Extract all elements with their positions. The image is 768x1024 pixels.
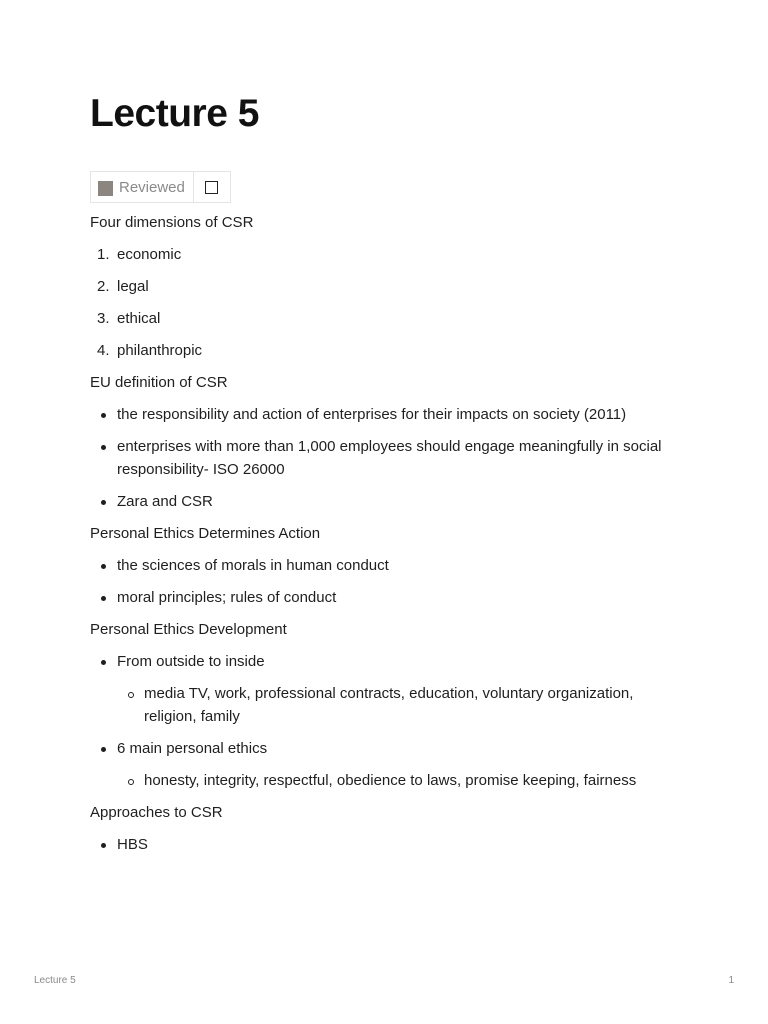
list-item: enterprises with more than 1,000 employees should engage meaningfully in social responsibility- ISO 26000 [90,435,690,481]
list-item: moral principles; rules of conduct [90,586,690,609]
property-label-text: Reviewed [119,178,185,196]
list-item [90,339,690,362]
list-item [90,275,690,298]
list-item-text: From outside to inside [117,653,265,670]
reviewed-checkbox[interactable] [205,181,218,194]
list-item [90,737,690,792]
property-label [91,172,194,202]
list-item: Zara and CSR [90,490,690,513]
bullet-list [90,650,690,792]
footer-title: Lecture 5 [34,975,76,986]
list-item [90,307,690,330]
property-row [90,171,231,203]
sub-list-item: media TV, work, professional contracts, education, voluntary organization, religion, family [117,682,690,728]
page-title: Lecture 5 [90,92,259,135]
list-number: 3. [97,310,110,327]
list-number: 1. [97,246,110,263]
section-heading: Personal Ethics Development [90,621,287,638]
list-item [90,243,690,266]
list-number: 2. [97,278,110,295]
list-item: the responsibility and action of enterprises for their impacts on society (2011) [90,403,690,426]
list-number: 4. [97,342,110,359]
numbered-list [90,243,690,362]
list-item: the sciences of morals in human conduct [90,554,690,577]
sub-bullet-list [117,682,690,728]
list-item [90,650,690,728]
bullet-list [90,833,690,856]
property-value [194,172,230,202]
section-heading: EU definition of CSR [90,374,228,391]
document-body [90,211,690,865]
list-item: HBS [90,833,690,856]
list-item-text: philanthropic [117,342,203,359]
property-type-icon [98,181,113,196]
page-number: 1 [728,975,734,986]
list-item-text: legal [117,278,149,295]
list-item-text: economic [117,246,182,263]
sub-bullet-list [117,769,690,792]
section-heading: Four dimensions of CSR [90,214,254,231]
section-heading: Approaches to CSR [90,804,223,821]
section-heading: Personal Ethics Determines Action [90,525,321,542]
list-item-text: ethical [117,310,161,327]
bullet-list [90,403,690,513]
list-item-text: 6 main personal ethics [117,740,268,757]
bullet-list [90,554,690,609]
sub-list-item: honesty, integrity, respectful, obedience to laws, promise keeping, fairness [117,769,690,792]
